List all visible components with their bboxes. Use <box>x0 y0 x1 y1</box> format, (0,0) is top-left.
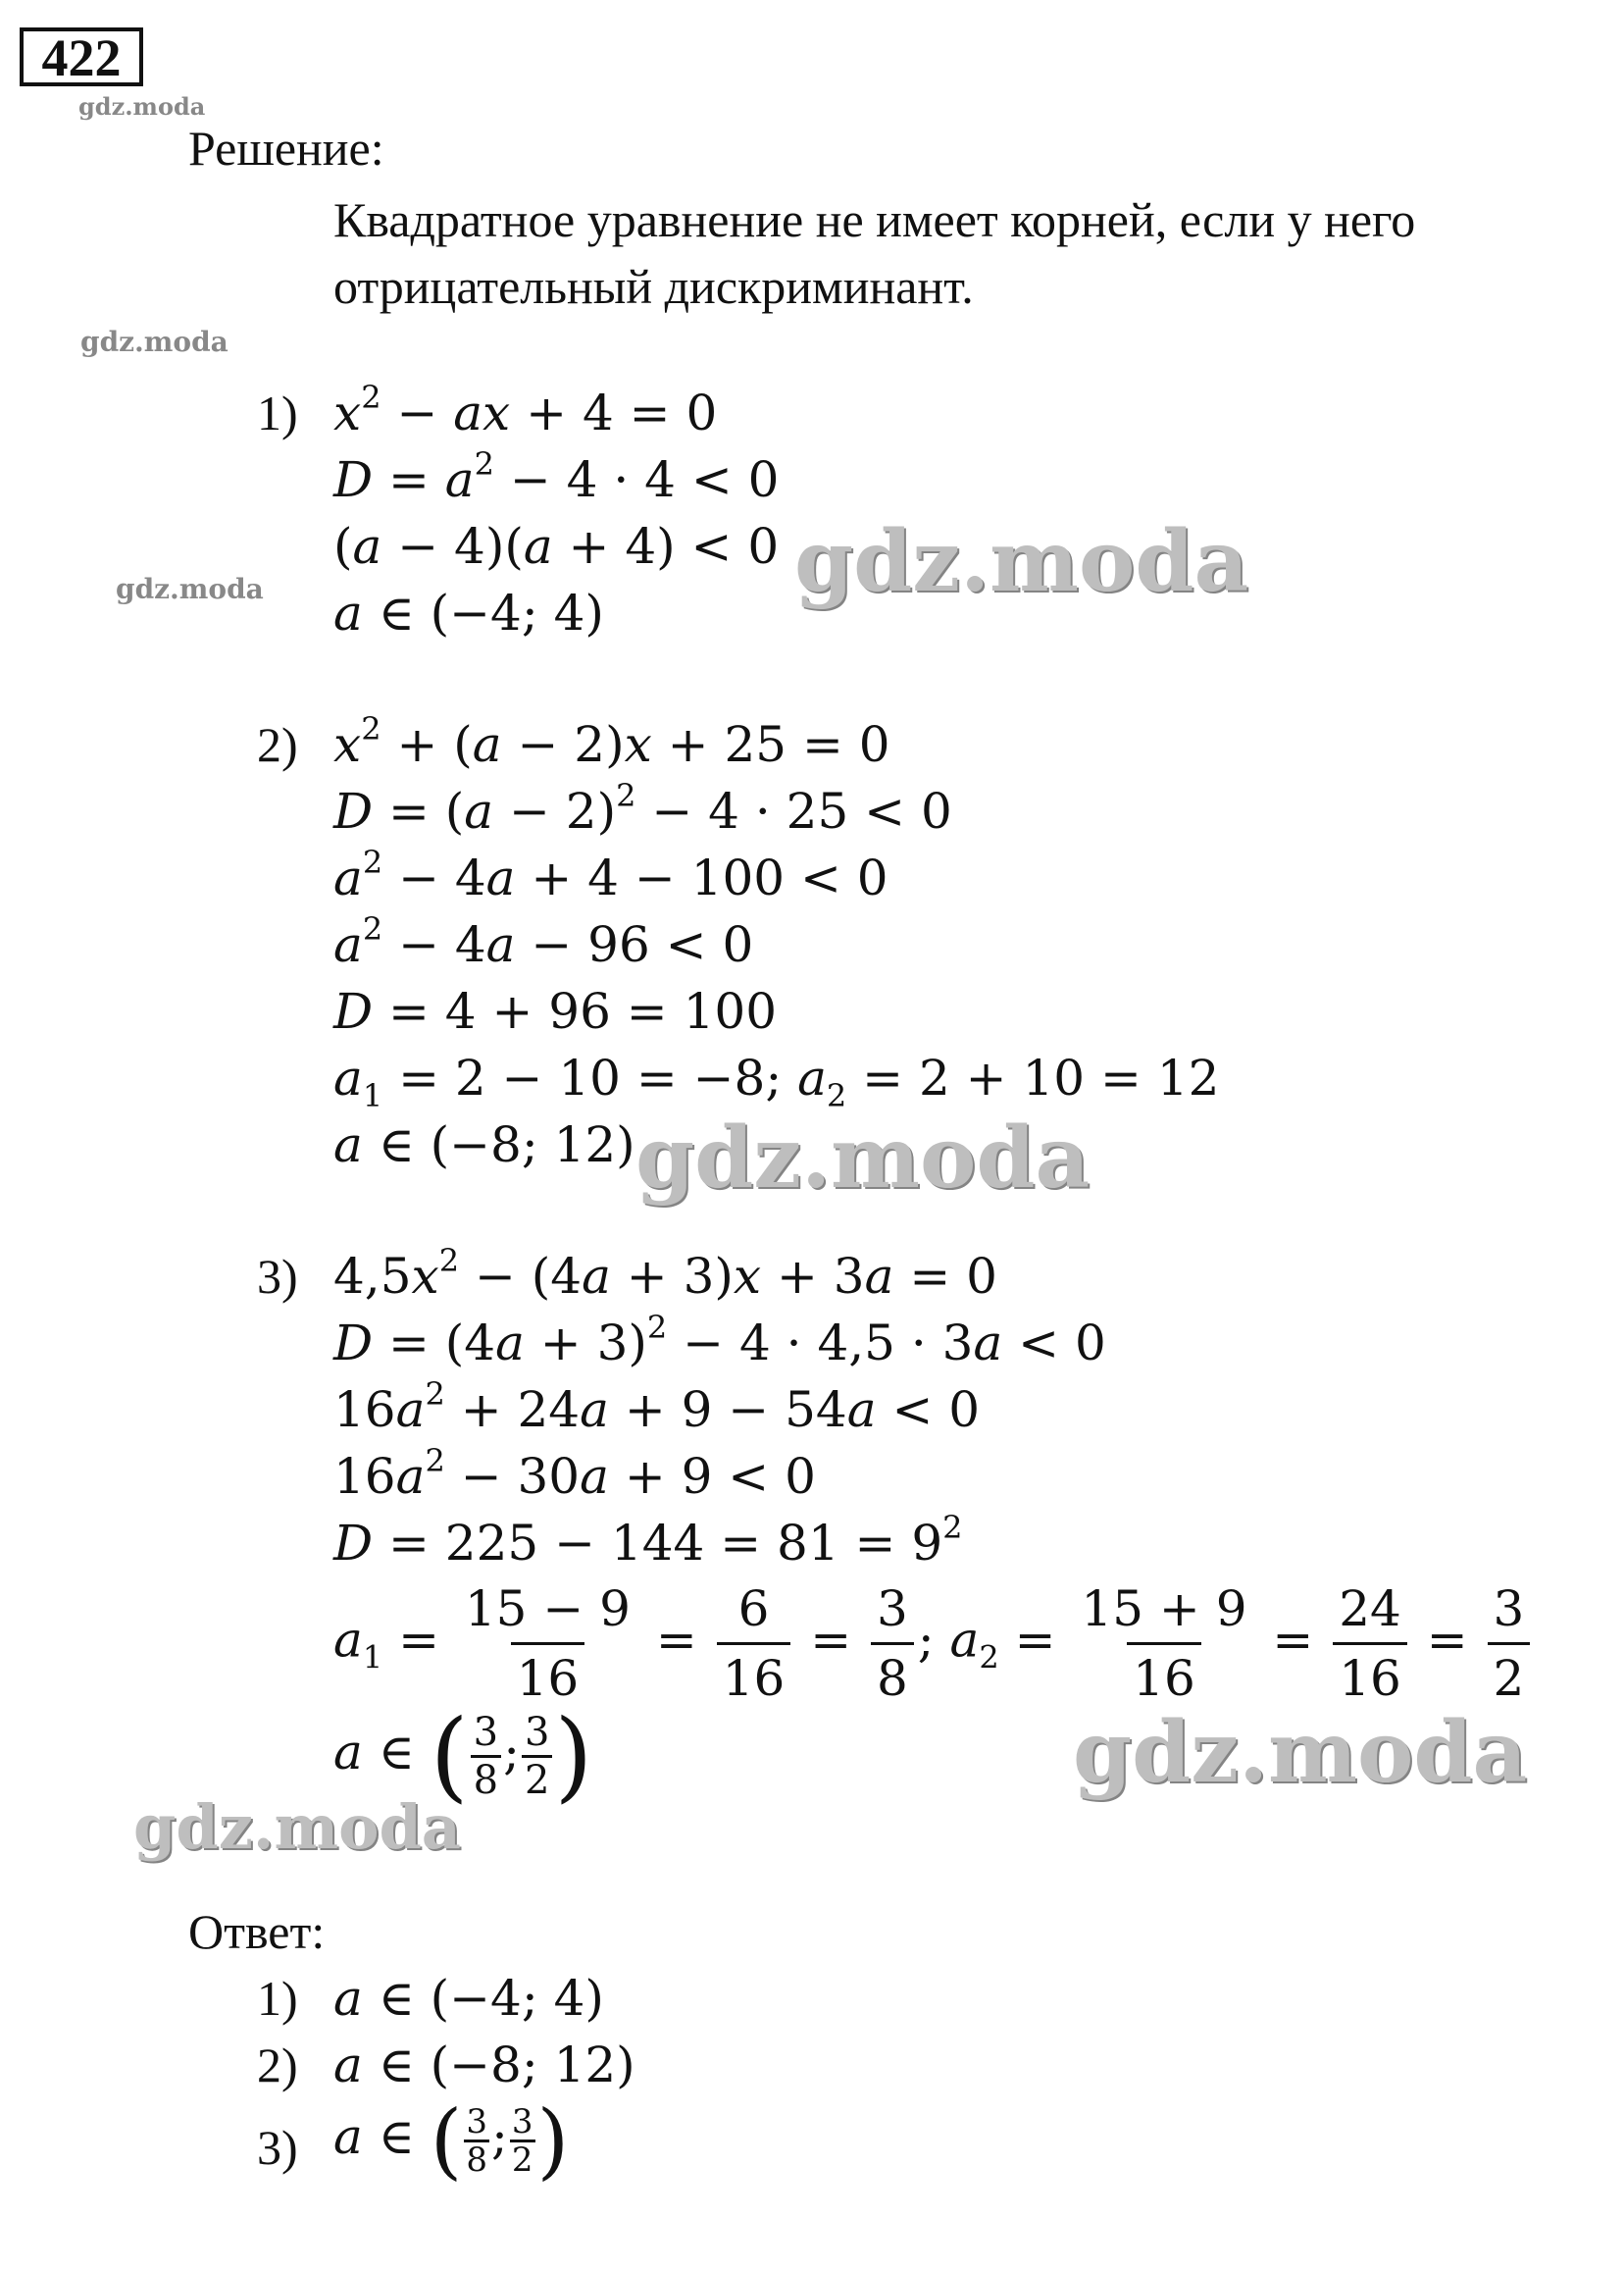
item-3-roots: $a_1$ = $\frac{15 - 9}{16}$ = $\frac{6}{16}$ = $\frac{3}{8}$ ; $a_2$ = $\frac{15 + 9}{16}$ = $\frac{24}{16}$ = $\frac{3}{2}$ <box>333 1581 1534 1706</box>
problem-number: 422 <box>20 27 143 86</box>
answer-3: a ∈ ( $\frac{3}{8}$ ; $\frac{3}{2}$ ) <box>333 2092 570 2189</box>
answer-heading: Ответ: <box>188 1904 326 1959</box>
intro-text: Квадратное уравнение не имеет корней, если у него отрицательный дискриминант. <box>333 192 1416 314</box>
item-3-expand: $16a^2 + 24a + 9 - 54a < 0$ <box>333 1375 981 1438</box>
item-3-simplify: $16a^2 - 30a + 9 < 0$ <box>333 1442 816 1505</box>
item-2-discriminant: $D = (a - 2)^2 - 4 \cdot 25 < 0$ <box>333 777 952 840</box>
item-3-discriminant: $D = (4a + 3)^2 - 4 \cdot 4,5 \cdot 3a < 0$ <box>333 1309 1106 1371</box>
answer-1-number: 1) <box>257 1971 298 2026</box>
item-1-discriminant: $D = a^2 - 4 \cdot 4 < 0$ <box>333 445 780 508</box>
item-2-simplify: $a^2 - 4a - 96 < 0$ <box>333 910 754 973</box>
item-2-roots: $a_1 = 2 - 10 = -8$; $a_2 = 2 + 10 = 12$ <box>333 1050 1220 1114</box>
watermark-big-1: gdz.moda <box>794 512 1249 611</box>
item-2-expand: $a^2 - 4a + 4 - 100 < 0$ <box>333 844 888 906</box>
item-3-number: 3) <box>257 1249 298 1304</box>
item-2-equation: $x^2 + (a - 2)x + 25 = 0$ <box>333 710 890 773</box>
item-2-discriminant-2: D = 4 + 96 = 100 <box>333 983 778 1040</box>
watermark-left-2: gdz.moda <box>116 573 264 605</box>
item-1-equation: $x^2$ − ax + 4 = 0 <box>333 379 718 441</box>
answer-2-number: 2) <box>257 2037 298 2092</box>
watermark-big-3: gdz.moda <box>1073 1703 1528 1802</box>
answer-3-number: 3) <box>257 2120 298 2175</box>
item-1-factor: (a − 4)(a + 4) < 0 <box>333 518 780 575</box>
item-2-result: a ∈ (−8; 12) <box>333 1116 635 1173</box>
item-1-number: 1) <box>257 386 298 440</box>
watermark-top: gdz.moda <box>78 92 206 121</box>
watermark-left-1: gdz.moda <box>80 326 228 358</box>
item-3-discriminant-2: $D = 225 - 144 = 81 = 9^2$ <box>333 1509 963 1572</box>
answer-1: a ∈ (−4; 4) <box>333 1970 604 2027</box>
item-3-equation: $4,5x^2 - (4a + 3)x + 3a = 0$ <box>333 1242 997 1305</box>
solution-heading: Решение: <box>188 121 384 176</box>
watermark-big-2: gdz.moda <box>635 1109 1091 1208</box>
item-3-result: a ∈ ( $\frac{3}{8}$ ; $\frac{3}{2}$ ) <box>333 1698 593 1813</box>
item-1-result: a ∈ (−4; 4) <box>333 585 604 642</box>
answer-2: a ∈ (−8; 12) <box>333 2037 635 2093</box>
item-2-number: 2) <box>257 717 298 772</box>
watermark-big-4: gdz.moda <box>133 1791 461 1863</box>
